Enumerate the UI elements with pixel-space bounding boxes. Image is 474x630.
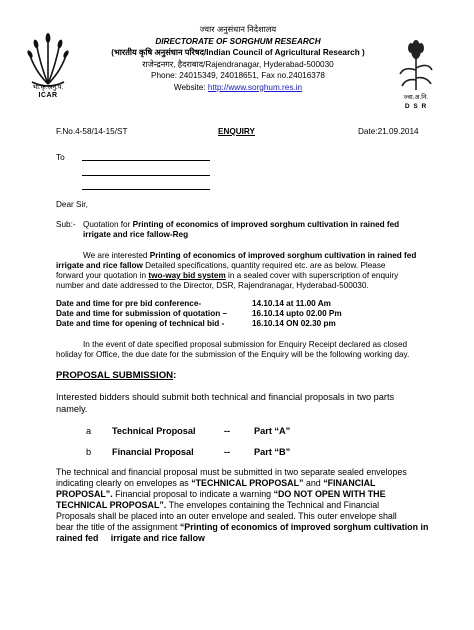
schedule-label-1: Date and time for pre bid conference- — [56, 299, 202, 308]
intro-1b: Printing of economics of improved sorghum cultivation in rained fed — [149, 251, 417, 260]
sealed-4a: TECHNICAL PROPOSAL”. — [56, 500, 167, 510]
sealed-2c: and — [303, 478, 324, 488]
sealed-line-6 — [56, 522, 428, 533]
subject-line-2: irrigate and rice fallow-Reg — [83, 230, 189, 239]
part-a-letter: a — [86, 426, 92, 436]
letter-date: Date:21.09.2014 — [358, 127, 419, 136]
holiday-line-2: holiday for Office, the due date for the submission of the Enquiry will be the following working day. — [56, 350, 410, 359]
sealed-3a: PROPOSAL”. — [56, 489, 113, 499]
part-a-name: Technical Proposal — [112, 426, 196, 436]
file-number: F.No.4-58/14-15/ST — [56, 127, 128, 136]
part-b-letter: b — [86, 447, 92, 457]
sorghum-plant-logo-icon — [398, 40, 434, 92]
part-b-dash: -- — [224, 447, 231, 457]
address-line: राजेन्द्रनगर, हैदराबाद/Rajendranagar, Hyderabad-500030 — [142, 59, 334, 69]
sealed-4b: The envelopes containing the Technical and Financial — [166, 500, 380, 510]
intro-2b: Detailed specifications, quantity required etc. are as below. Please — [142, 261, 386, 270]
intro-2a: irrigate and rice fallow — [56, 261, 143, 270]
proposal-heading-text: PROPOSAL SUBMISSION — [56, 370, 174, 381]
sealed-2a: indicating clearly on envelopes as — [56, 478, 192, 488]
directorate-title: DIRECTORATE OF SORGHUM RESEARCH — [155, 36, 321, 46]
address-line-2 — [82, 175, 210, 176]
sealed-2d: “FINANCIAL — [323, 478, 376, 488]
intro-3a: forward your quotation in — [56, 271, 149, 280]
subject-label: Sub:- — [56, 220, 76, 229]
letterhead — [88, 24, 388, 93]
phone-line: Phone: 24015349, 24018651, Fax no.24016378 — [151, 71, 325, 80]
hindi-title: ज्वार अनुसंधान निदेशालय — [199, 25, 277, 34]
intro-3b: two-way bid system — [148, 271, 226, 280]
schedule-value-2: 16.10.14 upto 02.00 Pm — [252, 309, 342, 318]
sealed-6a: bear the title of the assignment — [56, 522, 180, 532]
enquiry-heading: ENQUIRY — [218, 127, 255, 136]
intro-3c: in a sealed cover with superscription of enquiry — [225, 271, 399, 280]
part-a-part: Part “A” — [254, 426, 291, 436]
logo-right-text: D S R — [404, 103, 428, 110]
council-line: (भारतीय कृषि अनुसंधान परिषद/Indian Council of Agricultural Research ) — [111, 48, 365, 57]
intro-line-2 — [56, 261, 385, 271]
sealed-2b: “TECHNICAL PROPOSAL” — [191, 478, 304, 488]
schedule-label-2: Date and time for submission of quotation – — [56, 309, 228, 318]
address-line-3 — [82, 189, 210, 190]
salutation: Dear Sir, — [56, 200, 88, 209]
sealed-line-4 — [56, 500, 379, 511]
part-b-part: Part “B” — [254, 447, 291, 457]
subject-bold-1: Printing of economics of improved sorghum cultivation in rained fed — [132, 220, 400, 229]
logo-right-hindi: ज्वा.अ.नि. — [403, 94, 429, 101]
to-label: To — [56, 153, 65, 162]
sealed-line-1: The technical and financial proposal must be submitted in two separate sealed envelopes — [56, 467, 407, 477]
schedule-label-3: Date and time for opening of technical bid - — [56, 319, 225, 328]
schedule-value-3: 16.10.14 ON 02.30 pm — [252, 319, 336, 328]
sealed-line-2 — [56, 478, 375, 489]
logo-left-text: ICAR — [38, 92, 58, 99]
schedule-value-1: 14.10.14 at 11.00 Am — [252, 299, 331, 308]
proposal-heading — [56, 370, 176, 382]
intro-line-1 — [83, 251, 416, 261]
sealed-6b: “Printing of economics of improved sorghum cultivation in — [179, 522, 429, 532]
logo-left-hindi: भा.कृ.अनु.प. — [32, 84, 64, 91]
website-label: Website: — [173, 82, 208, 92]
address-line-1 — [82, 160, 210, 161]
subject-line-1 — [83, 220, 399, 230]
sealed-3b: Financial proposal to indicate a warning — [112, 489, 274, 499]
holiday-line-1: In the event of date specified proposal submission for Enquiry Receipt declared as closed — [83, 340, 408, 349]
bidders-line-2: namely. — [56, 404, 88, 414]
subject-prefix: Quotation for — [83, 220, 133, 229]
sealed-line-7: rained fed irrigate and rice fallow — [56, 533, 205, 543]
sealed-line-5: Proposals shall be placed into an outer envelope and sealed. This outer envelope shall — [56, 511, 397, 521]
website-line — [88, 82, 388, 94]
intro-line-3 — [56, 271, 398, 281]
bidders-line-1: Interested bidders should submit both technical and financial proposals in two parts — [56, 392, 395, 402]
intro-line-4: number and date addressed to the Director, DSR, Rajendranagar, Hyderabad-500030. — [56, 281, 369, 290]
part-a-dash: -- — [224, 426, 231, 436]
sealed-line-3 — [56, 489, 385, 500]
part-b-name: Financial Proposal — [112, 447, 194, 457]
website-link[interactable]: http://www.sorghum.res.in — [207, 82, 303, 92]
proposal-heading-colon: : — [173, 370, 177, 381]
sealed-3c: “DO NOT OPEN WITH THE — [273, 489, 386, 499]
intro-1a: We are interested — [83, 251, 150, 260]
